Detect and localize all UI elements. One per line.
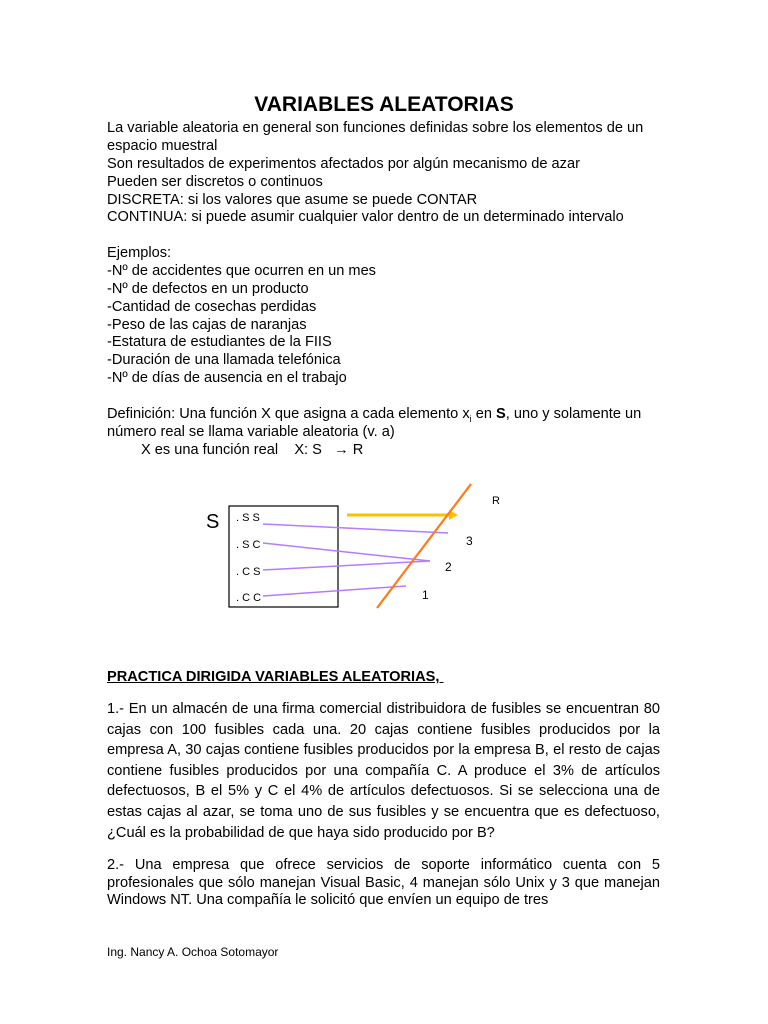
outcome-label: . C S: [236, 566, 261, 578]
mapping-line: [263, 586, 406, 596]
example-item: -Nº de accidentes que ocurren en un mes: [107, 263, 376, 279]
outcome-label: . S C: [236, 539, 261, 551]
mapping-line: [263, 543, 430, 561]
mapping-line: [263, 561, 430, 570]
definition-set-symbol: S: [496, 406, 506, 422]
value-label: 1: [422, 588, 429, 602]
intro-line: Pueden ser discretos o continuos: [107, 174, 323, 190]
definition-function-line: X es una función real X: S → R: [141, 442, 364, 458]
intro-line: La variable aleatoria en general son funciones definidas sobre los elementos de un: [107, 120, 644, 136]
definition-line: número real se llama variable aleatoria (v. a): [107, 424, 395, 440]
example-item: -Nº de días de ausencia en el trabajo: [107, 370, 347, 386]
definition-text: Definición: Una función X que asigna a cada elemento x: [107, 406, 470, 422]
example-item: -Cantidad de cosechas perdidas: [107, 299, 317, 315]
problem-1: 1.- En un almacén de una firma comercial distribuidora de fusibles se encuentran 80 cajas con 100 fusibles cada una. 20 cajas contiene fusibles producidos por la empresa A, 30 cajas contiene fusibles producidos por la empresa B, el resto de cajas contiene fusibles producidos por una compañía C. A produce el 3% de artículos defectuosos, B el 5% y C el 4% de artículos defectuosos. Si se selecciona una de estas cajas al azar, se toma uno de sus fusibles y se encuentra que es defectuoso, ¿Cuál es la probabilidad de que haya sido producido por B?: [107, 701, 660, 841]
random-variable-diagram: [200, 480, 520, 620]
intro-line: DISCRETA: si los valores que asume se puede CONTAR: [107, 192, 478, 208]
set-label: S: [206, 511, 220, 533]
problem-2: 2.- Una empresa que ofrece servicios de soporte informático cuenta con 5 profesionales que sólo manejan Visual Basic, 4 manejan sólo Unix y 3 que manejan Windows NT. Una compañía le solicitó que envíen un equipo de tres: [107, 857, 660, 908]
definition-text: en: [471, 406, 496, 422]
page-title: VARIABLES ALEATORIAS: [254, 93, 514, 116]
definition-text: , uno y solamente un: [505, 406, 642, 422]
outcome-label: . S S: [236, 512, 260, 524]
footer-author: Ing. Nancy A. Ochoa Sotomayor: [107, 945, 279, 959]
example-item: -Peso de las cajas de naranjas: [107, 317, 307, 333]
outcome-label: . C C: [236, 592, 262, 604]
mapping-line: [263, 524, 448, 533]
practice-heading: PRACTICA DIRIGIDA VARIABLES ALEATORIAS,: [107, 669, 444, 685]
value-label: 3: [466, 534, 473, 548]
definition-subscript: i: [469, 413, 472, 424]
intro-line: Son resultados de experimentos afectados por algún mecanismo de azar: [107, 156, 580, 172]
intro-line: CONTINUA: si puede asumir cualquier valor dentro de un determinado intervalo: [107, 209, 624, 225]
real-line-label: R: [492, 495, 500, 507]
intro-line: espacio muestral: [107, 138, 218, 154]
example-item: -Estatura de estudiantes de la FIIS: [107, 334, 332, 350]
example-item: -Duración de una llamada telefónica: [107, 352, 341, 368]
example-item: -Nº de defectos en un producto: [107, 281, 309, 297]
value-label: 2: [445, 560, 452, 574]
examples-heading: Ejemplos:: [107, 245, 172, 261]
